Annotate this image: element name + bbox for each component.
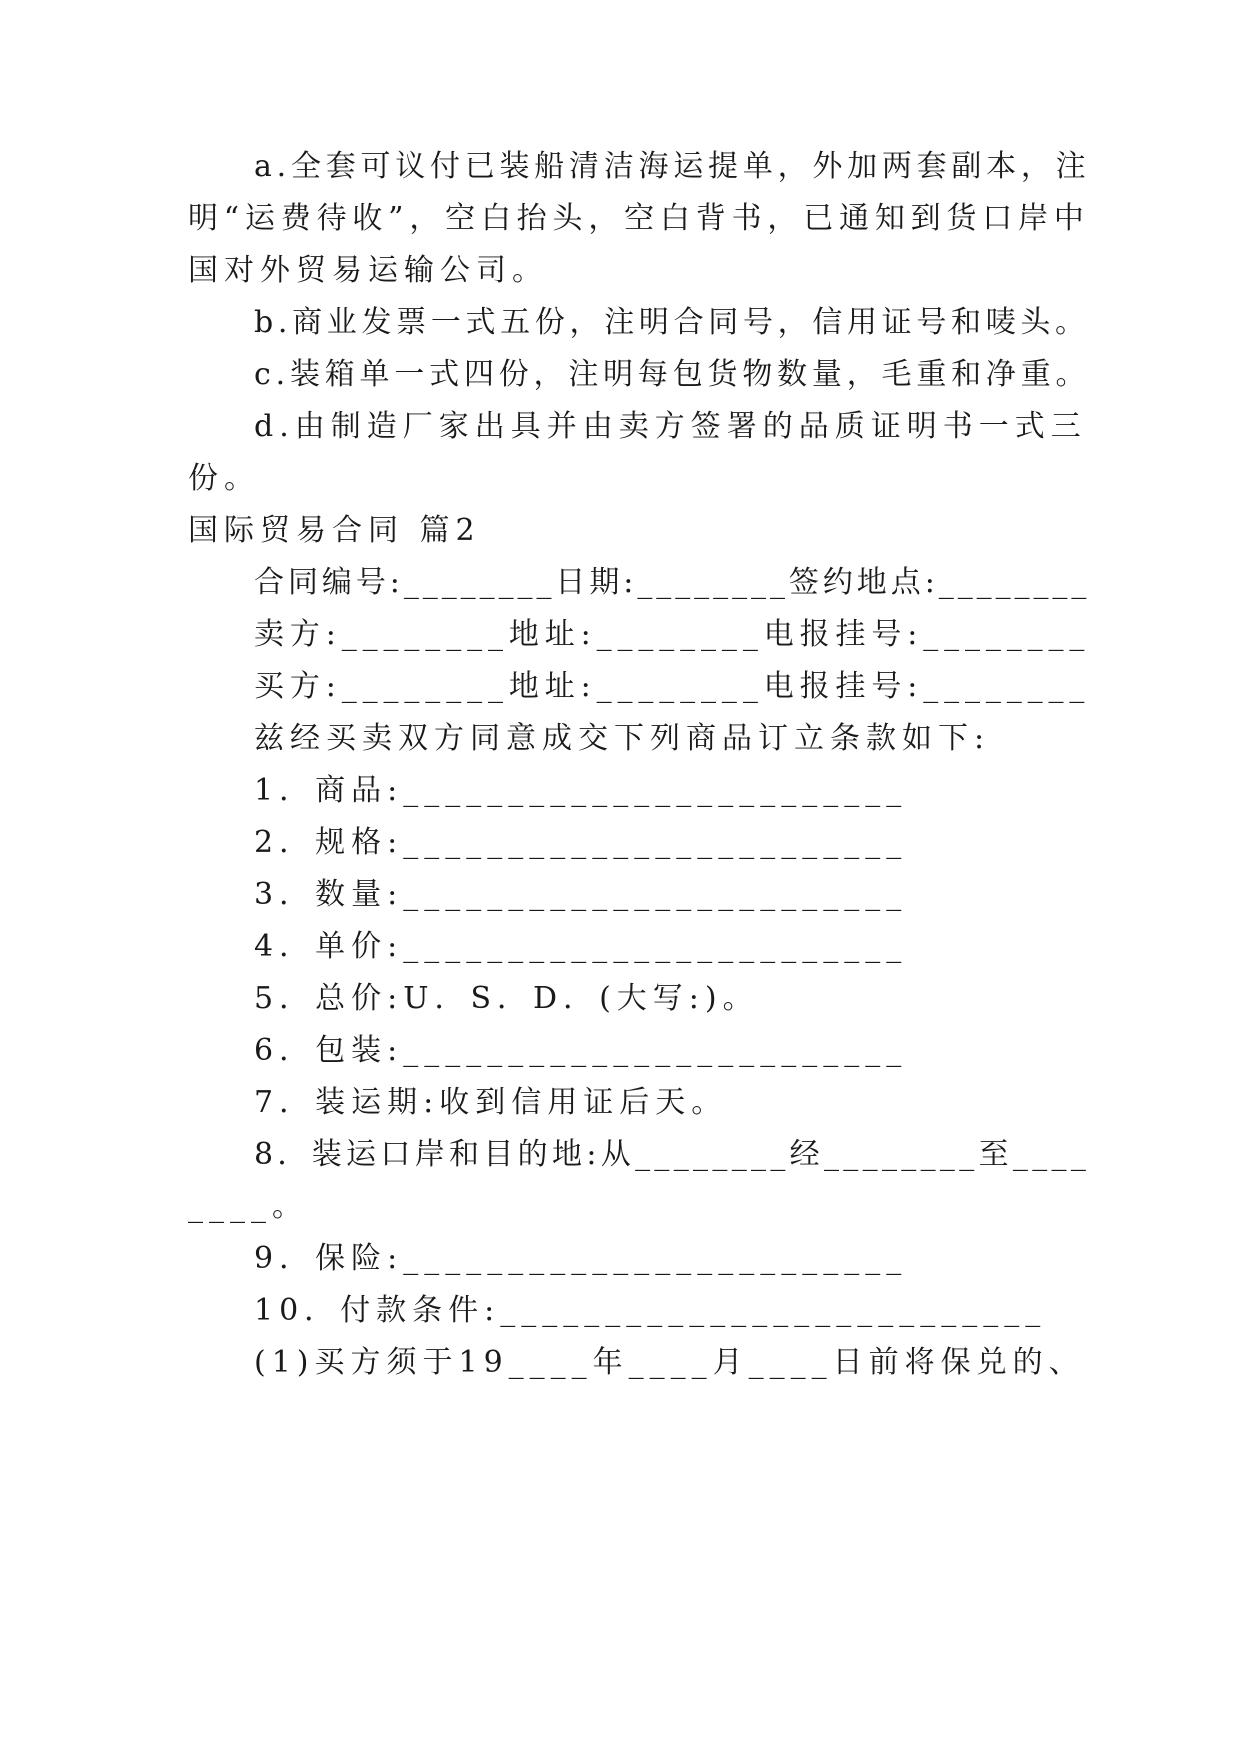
paragraph-line bbox=[0, 199, 1241, 239]
clause-shipment-period: 7．装运期:收到信用证后天。 bbox=[254, 1085, 728, 1120]
text-line: d.由制造厂家出具并由卖方签署的品质证明书一式三 bbox=[254, 409, 1087, 444]
clause-payment-detail: (1)买方须于19____年____月____日前将保兑的、 bbox=[254, 1345, 1085, 1380]
paragraph-line bbox=[0, 147, 1241, 187]
clause-line bbox=[0, 823, 1241, 863]
text-line: 国对外贸易运输公司。 bbox=[188, 253, 548, 288]
clause-payment-terms: 10．付款条件:__________________________ bbox=[254, 1293, 1047, 1328]
form-line bbox=[0, 563, 1241, 603]
text-line: b.商业发票一式五份，注明合同号，信用证号和唛头。 bbox=[254, 305, 1090, 340]
clause-port: 8．装运口岸和目的地:从________经________至____ bbox=[254, 1137, 1091, 1172]
paragraph-line bbox=[0, 407, 1241, 447]
clause-line bbox=[0, 1239, 1241, 1279]
form-line bbox=[0, 615, 1241, 655]
clause-line bbox=[0, 771, 1241, 811]
clause-line bbox=[0, 1343, 1241, 1383]
clause-total-price: 5．总价:U．S．D．(大写:)。 bbox=[254, 981, 759, 1016]
clause-line bbox=[0, 979, 1241, 1019]
clause-line bbox=[0, 1031, 1241, 1071]
clause-specification: 2．规格:________________________ bbox=[254, 825, 908, 860]
clause-quantity: 3．数量:________________________ bbox=[254, 877, 908, 912]
clause-line bbox=[0, 1135, 1241, 1175]
clause-insurance: 9．保险:________________________ bbox=[254, 1241, 908, 1276]
paragraph-line bbox=[0, 303, 1241, 343]
clause-port-continued: ____。 bbox=[188, 1189, 308, 1224]
clause-commodity: 1．商品:________________________ bbox=[254, 773, 908, 808]
text-line: 明“运费待收”，空白抬头，空白背书，已通知到货口岸中 bbox=[188, 201, 1090, 236]
buyer-line: 买方:________地址:________电报挂号:________ bbox=[254, 669, 1091, 704]
text-line: c.装箱单一式四份，注明每包货物数量，毛重和净重。 bbox=[254, 357, 1091, 392]
contract-number-line: 合同编号:________日期:________签约地点:________ bbox=[254, 565, 1091, 600]
section-heading bbox=[0, 511, 1241, 551]
paragraph-line bbox=[0, 719, 1241, 759]
text-line: 份。 bbox=[188, 461, 260, 496]
heading-text: 国际贸易合同 篇2 bbox=[188, 513, 481, 548]
clause-packing: 6．包装:________________________ bbox=[254, 1033, 908, 1068]
paragraph-line bbox=[0, 355, 1241, 395]
text-line: 兹经买卖双方同意成交下列商品订立条款如下: bbox=[254, 721, 991, 756]
seller-line: 卖方:________地址:________电报挂号:________ bbox=[254, 617, 1091, 652]
text-line: a.全套可议付已装船清洁海运提单，外加两套副本，注 bbox=[254, 149, 1091, 184]
clause-line bbox=[0, 875, 1241, 915]
clause-line bbox=[0, 1291, 1241, 1331]
clause-line bbox=[0, 927, 1241, 967]
paragraph-line bbox=[0, 459, 1241, 499]
clause-line bbox=[0, 1187, 1241, 1227]
clause-line bbox=[0, 1083, 1241, 1123]
clause-unit-price: 4．单价:________________________ bbox=[254, 929, 908, 964]
form-line bbox=[0, 667, 1241, 707]
paragraph-line bbox=[0, 251, 1241, 291]
